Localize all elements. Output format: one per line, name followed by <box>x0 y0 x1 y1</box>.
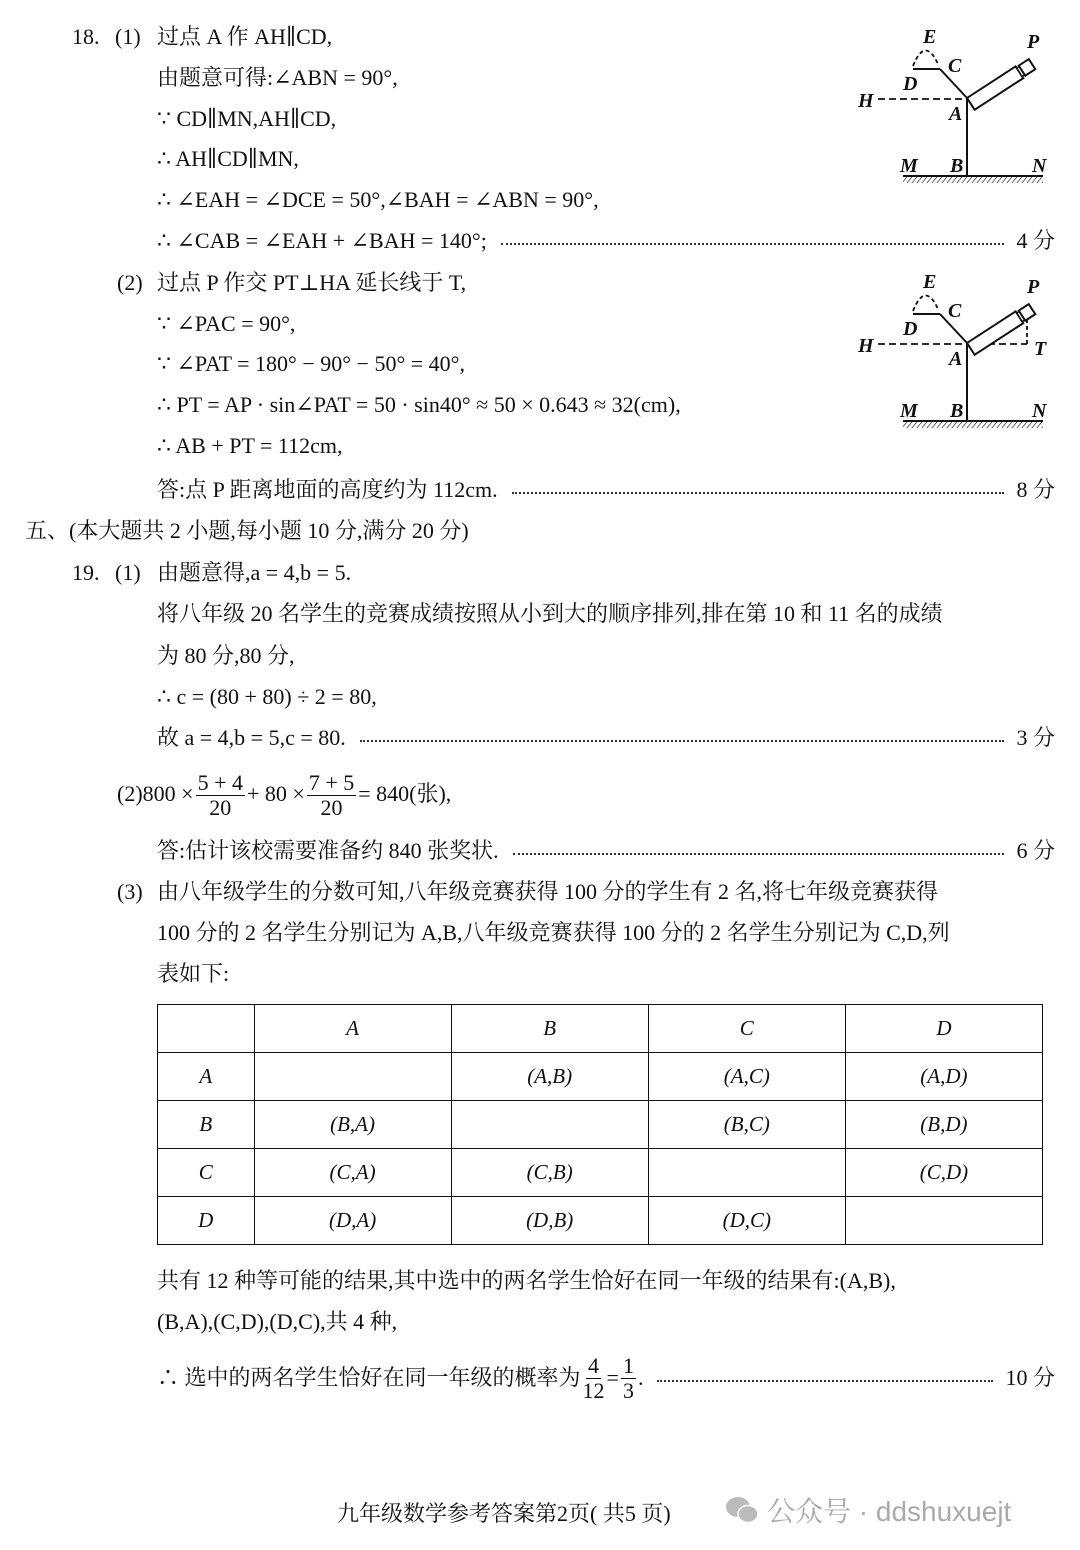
q18-line: 过点 A 作 AH∥CD, <box>157 24 333 49</box>
outcome-table <box>157 1004 1043 1245</box>
watermark <box>725 1490 1011 1530</box>
q19-part2-label: (2) <box>117 781 143 806</box>
table-cell: (B,C) <box>648 1101 845 1149</box>
leader-dots <box>512 492 1005 494</box>
table-header-row <box>158 1005 1043 1053</box>
score: 8 分 <box>1016 477 1055 502</box>
numerator: 7 + 5 <box>308 770 355 796</box>
label-B: B <box>950 400 964 422</box>
table-cell: (C,B) <box>451 1149 648 1197</box>
q19-line: 为 80 分,80 分, <box>157 643 295 668</box>
score: 10 分 <box>1005 1365 1055 1390</box>
q19-line: 由题意得,a = 4,b = 5. <box>157 560 352 585</box>
label-D: D <box>903 73 918 95</box>
q18-line: ∵ CD∥MN,AH∥CD, <box>157 106 337 131</box>
score-line <box>157 837 1055 865</box>
q18-line: ∴ AB + PT = 112cm, <box>157 433 343 458</box>
table-cell: (C,A) <box>254 1149 451 1197</box>
q19-line: (B,A),(C,D),(D,C),共 4 种, <box>157 1309 398 1334</box>
q19-part1-label: (1) <box>115 560 141 585</box>
table-cell: A <box>158 1053 255 1101</box>
table-cell: (D,A) <box>254 1197 451 1245</box>
expr-text: + 80 × <box>247 781 305 806</box>
score-line <box>157 476 1055 504</box>
q18-part1-label: (1) <box>115 24 141 49</box>
figure-2 <box>857 271 1048 428</box>
fraction <box>307 771 356 820</box>
leader-dots <box>360 740 1005 742</box>
score: 6 分 <box>1016 838 1055 863</box>
table-cell <box>451 1101 648 1149</box>
table-cell: (A,B) <box>451 1053 648 1101</box>
label-H: H <box>858 90 874 112</box>
label-N: N <box>1032 400 1047 422</box>
label-C: C <box>948 300 962 322</box>
score: 4 分 <box>1016 228 1055 253</box>
q18-line: ∴ ∠EAH = ∠DCE = 50°,∠BAH = ∠ABN = 90°, <box>157 187 599 212</box>
q18-answer: 答:点 P 距离地面的高度约为 112cm. <box>157 477 498 502</box>
section-heading: 五、(本大题共 2 小题,每小题 10 分,满分 20 分) <box>25 518 469 543</box>
denominator: 20 <box>320 795 343 821</box>
expr-text: 800 × <box>142 781 194 806</box>
geometry-figures <box>0 0 1080 450</box>
q18-line: ∵ ∠PAT = 180° − 90° − 50° = 40°, <box>157 351 465 376</box>
q18-line: 过点 P 作交 PT⊥HA 延长线于 T, <box>157 270 467 295</box>
table-cell: D <box>158 1197 255 1245</box>
label-E: E <box>923 26 937 48</box>
label-N: N <box>1032 155 1047 177</box>
q19-line: ∴ c = (80 + 80) ÷ 2 = 80, <box>157 684 377 709</box>
table-cell: (D,B) <box>451 1197 648 1245</box>
table-cell: (A,D) <box>845 1053 1042 1101</box>
label-M: M <box>900 400 918 422</box>
numerator: 5 + 4 <box>197 770 243 796</box>
table-cell <box>254 1053 451 1101</box>
q19-line: 100 分的 2 名学生分别记为 A,B,八年级竞赛获得 100 分的 2 名学生分别记为 C,D,列 <box>157 920 950 945</box>
expr-text: = 840(张), <box>358 781 452 806</box>
label-A: A <box>949 103 963 125</box>
score: 3 分 <box>1016 725 1055 750</box>
table-cell: C <box>158 1149 255 1197</box>
q18-line: ∴ PT = AP · sin∠PAT = 50 · sin40° ≈ 50 × 0.643 ≈ 32(cm), <box>157 392 681 417</box>
numerator: 1 <box>622 1352 634 1378</box>
table-cell: (B,D) <box>845 1101 1042 1149</box>
numerator: 4 <box>588 1352 600 1378</box>
q18-line: ∴ AH∥CD∥MN, <box>157 146 299 171</box>
q19-line: 故 a = 4,b = 5,c = 80. <box>157 725 346 750</box>
period: . <box>637 1365 644 1390</box>
figure-1 <box>857 26 1048 183</box>
table-cell: B <box>158 1101 255 1149</box>
q18-part2-label: (2) <box>117 270 143 295</box>
table-row <box>158 1149 1043 1197</box>
table-row <box>158 1053 1043 1101</box>
label-P: P <box>1027 31 1040 53</box>
fraction <box>583 1354 605 1403</box>
q19-part2-expression <box>117 768 451 820</box>
q19-line: 表如下: <box>157 961 230 986</box>
fraction <box>621 1354 636 1403</box>
q18-line: ∴ ∠CAB = ∠EAH + ∠BAH = 140°; <box>157 228 487 253</box>
denominator: 20 <box>209 795 232 821</box>
label-H: H <box>858 335 874 357</box>
q19-line: 共有 12 种等可能的结果,其中选中的两名学生恰好在同一年级的结果有:(A,B), <box>157 1268 896 1293</box>
table-cell: A <box>254 1005 451 1053</box>
watermark-text: 公众号 · ddshuxuejt <box>767 1496 1012 1527</box>
label-P: P <box>1027 276 1040 298</box>
q19-answer: 答:估计该校需要准备约 840 张奖状. <box>157 838 499 863</box>
conclusion-text: ∴ 选中的两名学生恰好在同一年级的概率为 <box>157 1365 581 1390</box>
table-cell <box>648 1149 845 1197</box>
label-C: C <box>948 55 962 77</box>
table-cell <box>845 1197 1042 1245</box>
q18-line: 由题意可得:∠ABN = 90°, <box>157 65 398 90</box>
table-row <box>158 1197 1043 1245</box>
leader-dots <box>657 1380 993 1382</box>
page-footer: 九年级数学参考答案第2页( 共5 页) <box>337 1501 671 1526</box>
table-row <box>158 1101 1043 1149</box>
table-cell <box>158 1005 255 1053</box>
label-D: D <box>903 318 918 340</box>
table-cell: (B,A) <box>254 1101 451 1149</box>
q19-line: 由八年级学生的分数可知,八年级竞赛获得 100 分的学生有 2 名,将七年级竞赛获得 <box>157 879 939 904</box>
table-cell: D <box>845 1005 1042 1053</box>
table-cell: B <box>451 1005 648 1053</box>
table-cell: (C,D) <box>845 1149 1042 1197</box>
q18-line: ∵ ∠PAC = 90°, <box>157 311 296 336</box>
label-B: B <box>950 155 964 177</box>
label-M: M <box>900 155 918 177</box>
score-line <box>157 1352 1055 1404</box>
table-cell: (D,C) <box>648 1197 845 1245</box>
q19-part3-label: (3) <box>117 879 143 904</box>
q19-line: 将八年级 20 名学生的竞赛成绩按照从小到大的顺序排列,排在第 10 和 11 名的成绩 <box>157 601 943 626</box>
q18-number: 18. <box>72 24 100 49</box>
score-line <box>157 724 1055 752</box>
denominator: 12 <box>582 1377 605 1403</box>
table-cell: (A,C) <box>648 1053 845 1101</box>
equals: = <box>606 1365 619 1390</box>
label-A: A <box>949 348 963 370</box>
denominator: 3 <box>622 1377 634 1403</box>
leader-dots <box>513 853 1005 855</box>
fraction <box>196 771 245 820</box>
label-E: E <box>923 271 937 293</box>
table-cell: C <box>648 1005 845 1053</box>
wechat-icon <box>725 1495 759 1525</box>
q19-number: 19. <box>72 560 100 585</box>
label-T: T <box>1034 338 1047 360</box>
